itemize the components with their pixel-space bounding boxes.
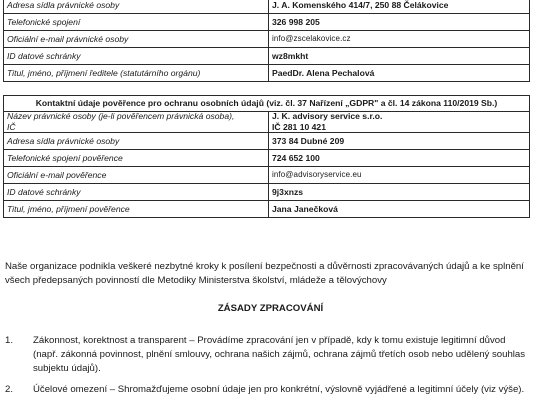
row-value-line: IČ 281 10 421 bbox=[272, 122, 326, 132]
row-value bbox=[269, 112, 530, 133]
school-email-link[interactable]: info@zscelakovice.cz bbox=[269, 31, 530, 48]
row-value: 326 998 205 bbox=[269, 14, 530, 31]
table-row bbox=[4, 112, 530, 133]
row-label: ID datové schránky bbox=[4, 184, 269, 201]
row-label: Adresa sídla právnické osoby bbox=[4, 133, 269, 150]
row-label: Oficiální e-mail pověřence bbox=[4, 167, 269, 184]
list-item bbox=[5, 334, 533, 376]
row-label: Adresa sídla právnické osoby bbox=[4, 0, 269, 14]
row-label: Titul, jméno, příjmení ředitele (statutárního orgánu) bbox=[4, 65, 269, 82]
row-label-line: IČ bbox=[7, 122, 16, 132]
list-item-number: 2. bbox=[5, 384, 14, 395]
row-label-line: Název právnické osoby (je-li pověřencem právnická osoba), bbox=[7, 111, 235, 122]
row-value-line: J. K. advisory service s.r.o. bbox=[272, 111, 383, 122]
row-value: J. A. Komenského 414/7, 250 88 Čelákovice bbox=[269, 0, 530, 14]
table-row bbox=[4, 31, 530, 48]
dpo-email-link[interactable]: info@advisoryservice.eu bbox=[269, 167, 530, 184]
dpo-contact-table bbox=[3, 95, 530, 218]
table-row bbox=[4, 65, 530, 82]
table-row bbox=[4, 0, 530, 14]
table-row bbox=[4, 167, 530, 184]
table-row bbox=[4, 150, 530, 167]
row-label: ID datové schránky bbox=[4, 48, 269, 65]
table-header-row bbox=[4, 96, 530, 112]
table-row bbox=[4, 201, 530, 218]
row-value: Jana Janečková bbox=[269, 201, 530, 218]
dpo-table-header: Kontaktní údaje pověřence pro ochranu osobních údajů (viz. čl. 37 Nařízení „GDPR" a čl. 14 zákona 110/2019 Sb.) bbox=[4, 96, 530, 112]
row-label: Telefonické spojení bbox=[4, 14, 269, 31]
row-value: 9j3xnzs bbox=[269, 184, 530, 201]
row-value: wz8mkht bbox=[269, 48, 530, 65]
school-contact-table bbox=[3, 0, 530, 82]
list-item-number: 1. bbox=[5, 335, 14, 346]
table-row bbox=[4, 14, 530, 31]
intro-paragraph: Naše organizace podnikla veškeré nezbytné kroky k posílení bezpečnosti a důvěrnosti zpracovávaných údajů a ke splnění všech předepsaných povinností dle Metodiky Ministerstva školství, mládeže a tělovýchovy bbox=[5, 261, 524, 286]
list-item bbox=[5, 383, 533, 397]
table-row bbox=[4, 184, 530, 201]
row-value: 373 84 Dubné 209 bbox=[269, 133, 530, 150]
row-label: Oficiální e-mail právnické osoby bbox=[4, 31, 269, 48]
list-item-text: Účelové omezení – Shromažďujeme osobní údaje jen pro konkrétní, výslovně vyjádřené a legitimní účely (viz výše). bbox=[33, 384, 525, 395]
row-value: 724 652 100 bbox=[269, 150, 530, 167]
table-row bbox=[4, 133, 530, 150]
table-row bbox=[4, 48, 530, 65]
section-title: ZÁSADY ZPRACOVÁNÍ bbox=[217, 303, 324, 314]
row-value: PaedDr. Alena Pechalová bbox=[269, 65, 530, 82]
row-label: Titul, jméno, příjmení pověřence bbox=[4, 201, 269, 218]
row-label bbox=[4, 112, 269, 133]
list-item-text: Zákonnost, korektnost a transparent – Provádíme zpracování jen v případě, kdy k tomu existuje legitimní důvod (např. zákonná povinnost, plnění smlouvy, ochrana našich zájmů, ochrana zájmů třetích osob nebo udělený souhlas subjektu údajů). bbox=[33, 335, 526, 374]
row-label: Telefonické spojení pověřence bbox=[4, 150, 269, 167]
